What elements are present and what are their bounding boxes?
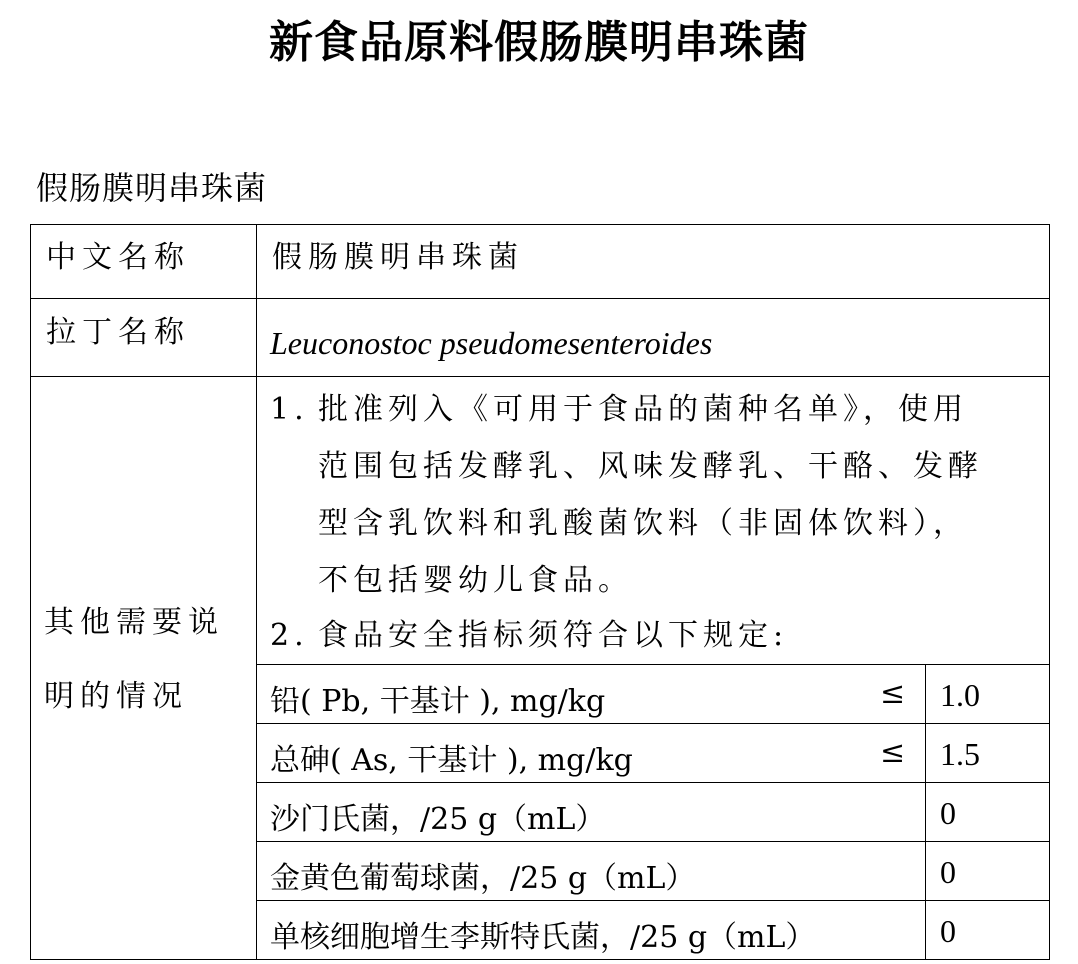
latin-name-value: Leuconostoc pseudomesenteroides (270, 325, 713, 361)
row-divider (30, 298, 1050, 299)
indicator-value-arsenic: 1.5 (940, 736, 980, 772)
indicator-name-listeria: 单核细胞增生李斯特氏菌，/25 g（mL） (270, 920, 816, 955)
item2-number: 2. (270, 618, 309, 653)
indicator-value-salmonella: 0 (940, 795, 956, 831)
chinese-name-value: 假肠膜明串珠菌 (272, 240, 524, 275)
row-divider (30, 376, 1050, 377)
item1-line: 型含乳饮料和乳酸菌饮料（非固体饮料）， (318, 506, 968, 541)
table-border-top (30, 224, 1050, 225)
table-border-left (30, 224, 31, 960)
item1-line: 范围包括发酵乳、风味发酵乳、干酪、发酵 (318, 449, 983, 484)
indicator-name-arsenic: 总砷( As, 干基计 ), mg/kg (270, 743, 633, 778)
indicator-value-listeria: 0 (940, 913, 956, 949)
item1-line: 批准列入《可用于食品的菌种名单》，使用 (318, 392, 968, 427)
indicator-name-salmonella: 沙门氏菌，/25 g（mL） (270, 802, 606, 837)
indicator-name-lead: 铅( Pb, 干基计 ), mg/kg (270, 684, 606, 719)
subtable-column-divider (925, 664, 926, 960)
table-border-right (1049, 224, 1050, 960)
less-equal-symbol: ≤ (880, 676, 906, 711)
latin-name-label: 拉丁名称 (46, 315, 190, 350)
subtable-row-divider (256, 723, 1050, 724)
column-divider (256, 224, 257, 960)
indicator-value-staphylococcus: 0 (940, 854, 956, 890)
subtable-row-divider (256, 782, 1050, 783)
chinese-name-label: 中文名称 (46, 240, 190, 275)
other-info-label-line1: 其他需要说 (44, 605, 224, 640)
other-info-label-line2: 明的情况 (44, 679, 188, 714)
indicator-name-staphylococcus: 金黄色葡萄球菌，/25 g（mL） (270, 861, 696, 896)
document-title: 新食品原料假肠膜明串珠菌 (269, 17, 809, 68)
table-border-bottom (30, 959, 1050, 960)
indicator-value-lead: 1.0 (940, 677, 980, 713)
item2-text: 食品安全指标须符合以下规定: (318, 618, 789, 653)
item1-line: 不包括婴幼儿食品。 (318, 563, 633, 598)
section-heading: 假肠膜明串珠菌 (36, 169, 268, 207)
subtable-border-top (256, 664, 1050, 665)
subtable-row-divider (256, 841, 1050, 842)
less-equal-symbol: ≤ (880, 735, 906, 770)
item1-number: 1. (270, 392, 309, 427)
subtable-row-divider (256, 900, 1050, 901)
